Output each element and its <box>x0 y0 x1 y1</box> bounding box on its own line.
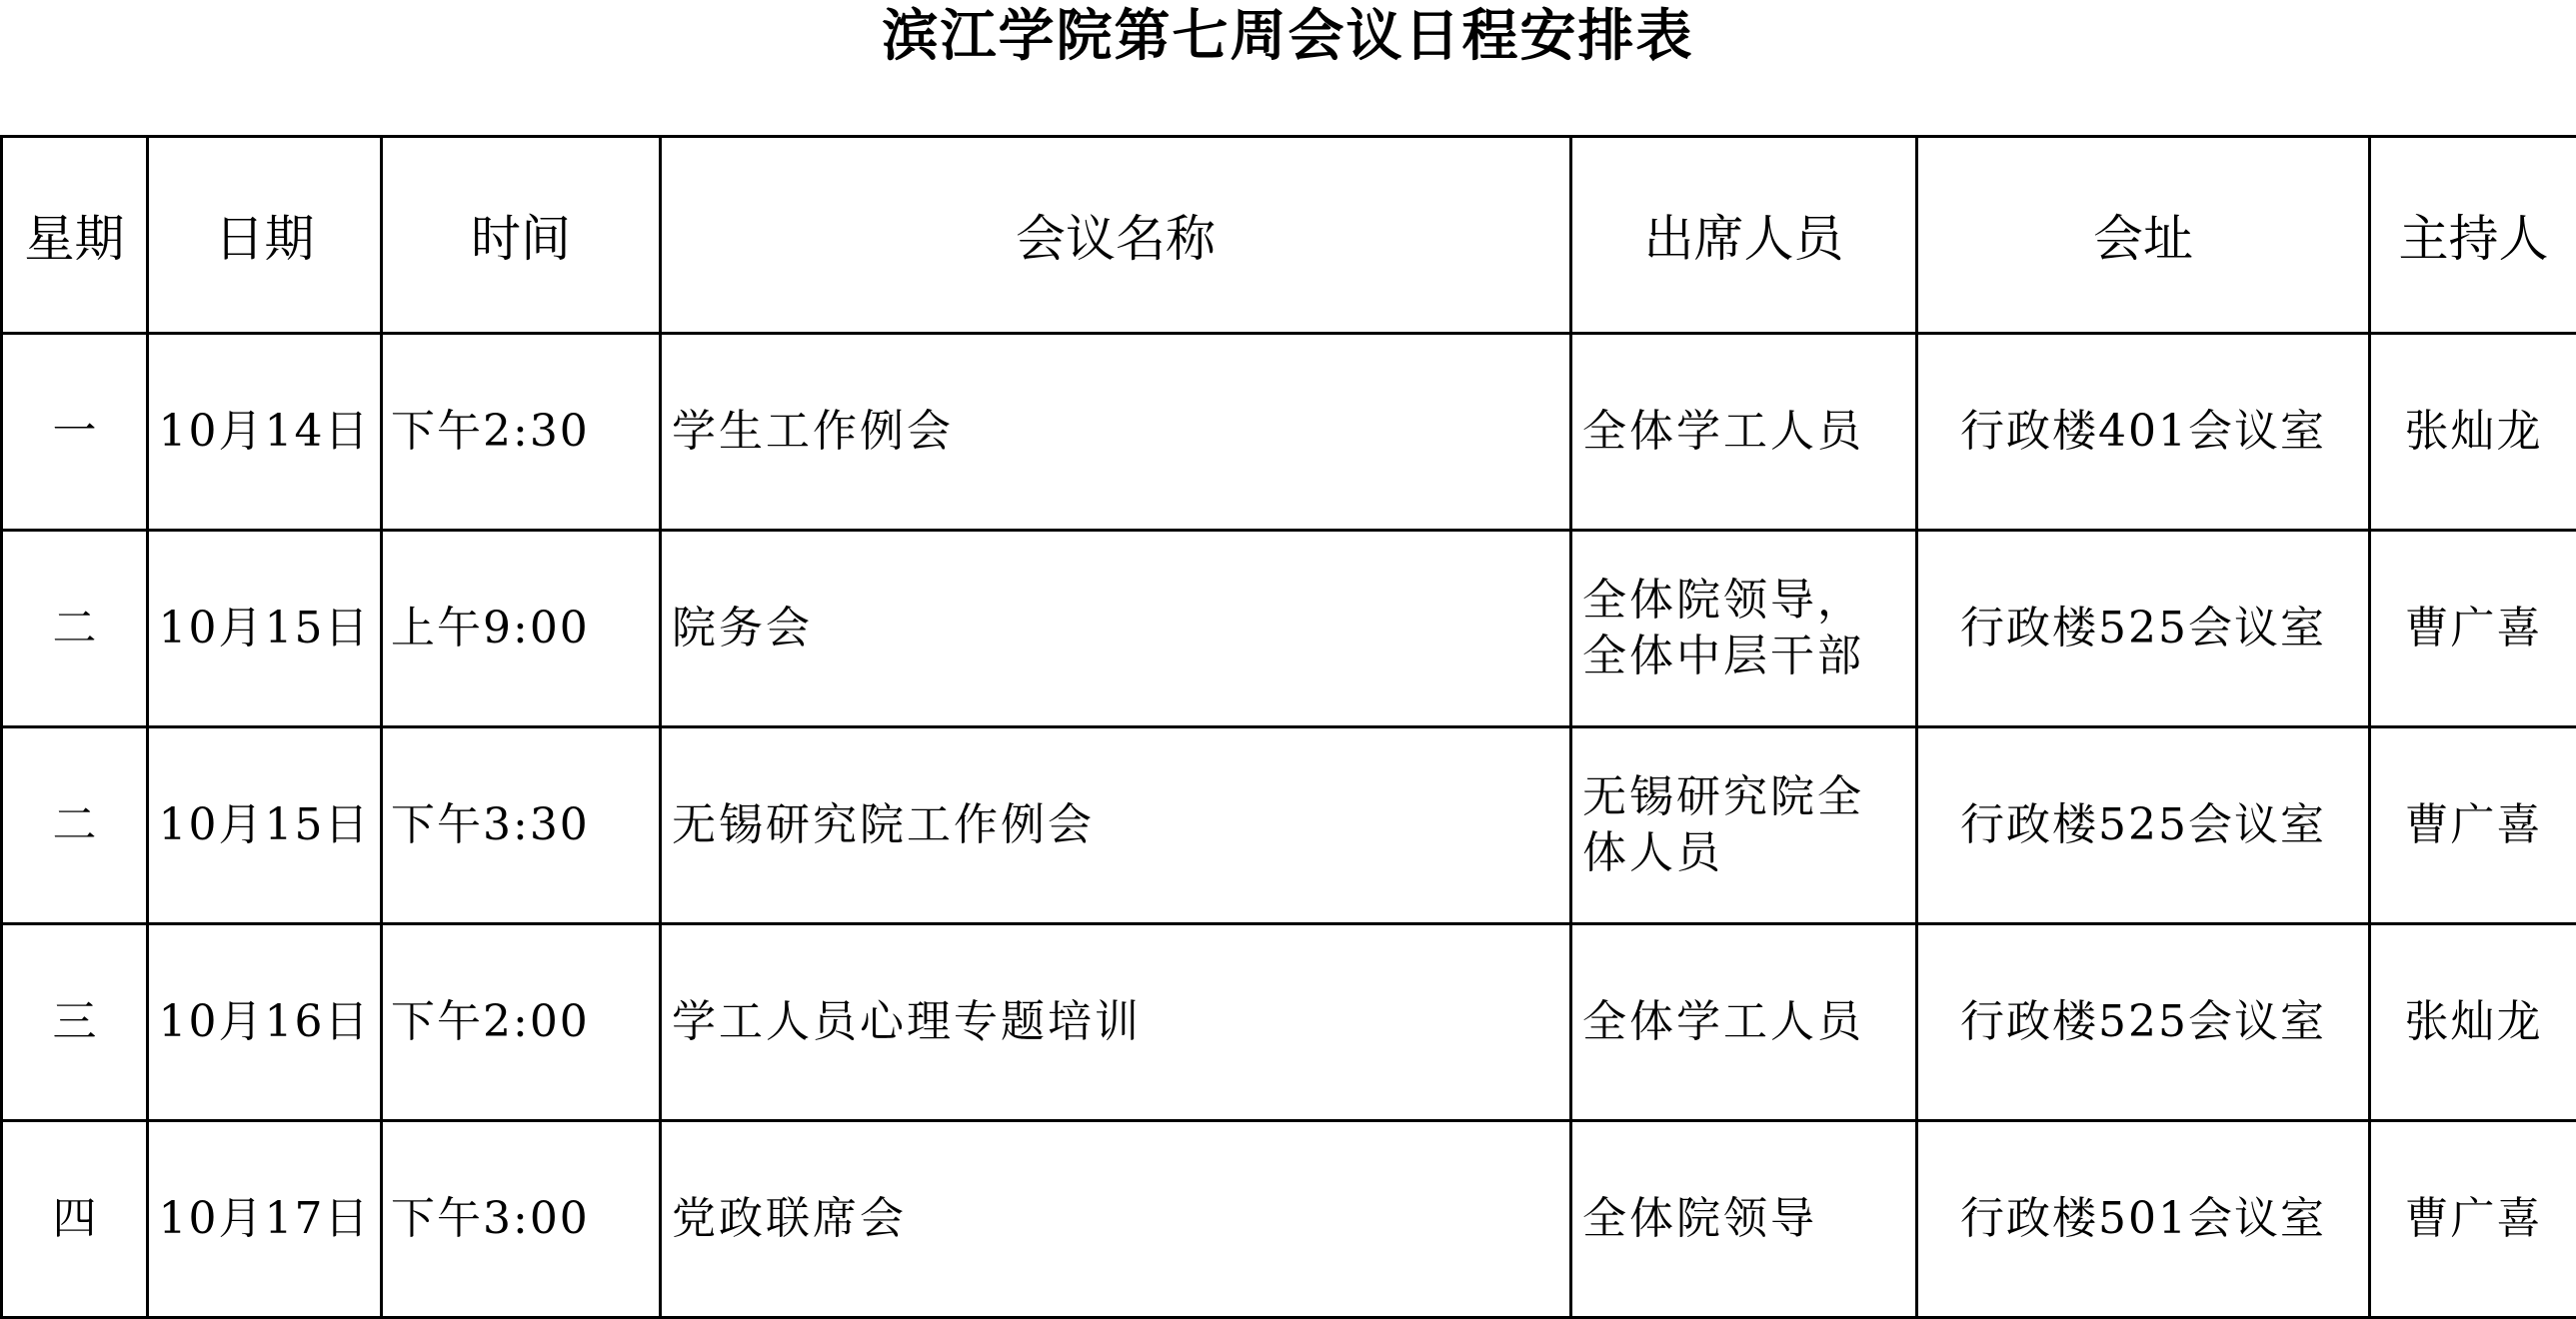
cell-weekday: 三 <box>2 924 148 1121</box>
header-date: 日期 <box>148 137 382 334</box>
cell-weekday: 四 <box>2 1121 148 1318</box>
cell-host: 曹广喜 <box>2370 727 2576 924</box>
cell-attendees: 全体学工人员 <box>1571 924 1917 1121</box>
header-location: 会址 <box>1917 137 2370 334</box>
cell-time: 下午3:30 <box>382 727 661 924</box>
cell-meeting: 党政联席会 <box>661 1121 1571 1318</box>
cell-location: 行政楼525会议室 <box>1917 727 2370 924</box>
cell-meeting: 学工人员心理专题培训 <box>661 924 1571 1121</box>
cell-host: 张灿龙 <box>2370 924 2576 1121</box>
schedule-table <box>0 135 2576 1319</box>
cell-time: 下午3:00 <box>382 1121 661 1318</box>
table-row <box>2 924 2576 1121</box>
cell-time: 下午2:30 <box>382 334 661 531</box>
cell-date: 10月16日 <box>148 924 382 1121</box>
cell-weekday: 二 <box>2 727 148 924</box>
header-meeting: 会议名称 <box>661 137 1571 334</box>
cell-location: 行政楼501会议室 <box>1917 1121 2370 1318</box>
cell-host: 张灿龙 <box>2370 334 2576 531</box>
cell-meeting: 无锡研究院工作例会 <box>661 727 1571 924</box>
cell-weekday: 一 <box>2 334 148 531</box>
cell-host: 曹广喜 <box>2370 1121 2576 1318</box>
table-row <box>2 1121 2576 1318</box>
cell-weekday: 二 <box>2 531 148 727</box>
cell-location: 行政楼525会议室 <box>1917 924 2370 1121</box>
cell-date: 10月15日 <box>148 531 382 727</box>
cell-meeting: 学生工作例会 <box>661 334 1571 531</box>
header-host: 主持人 <box>2370 137 2576 334</box>
cell-time: 下午2:00 <box>382 924 661 1121</box>
cell-date: 10月17日 <box>148 1121 382 1318</box>
table-row <box>2 727 2576 924</box>
cell-date: 10月15日 <box>148 727 382 924</box>
table-row <box>2 531 2576 727</box>
cell-date: 10月14日 <box>148 334 382 531</box>
cell-location: 行政楼401会议室 <box>1917 334 2370 531</box>
cell-attendees: 无锡研究院全体人员 <box>1571 727 1917 924</box>
cell-attendees: 全体院领导 <box>1571 1121 1917 1318</box>
header-row <box>2 137 2576 334</box>
table-row <box>2 334 2576 531</box>
header-attendees: 出席人员 <box>1571 137 1917 334</box>
header-weekday: 星期 <box>2 137 148 334</box>
cell-attendees: 全体学工人员 <box>1571 334 1917 531</box>
cell-time: 上午9:00 <box>382 531 661 727</box>
cell-location: 行政楼525会议室 <box>1917 531 2370 727</box>
cell-attendees: 全体院领导，全体中层干部 <box>1571 531 1917 727</box>
cell-host: 曹广喜 <box>2370 531 2576 727</box>
header-time: 时间 <box>382 137 661 334</box>
page-title: 滨江学院第七周会议日程安排表 <box>0 0 2576 72</box>
cell-meeting: 院务会 <box>661 531 1571 727</box>
